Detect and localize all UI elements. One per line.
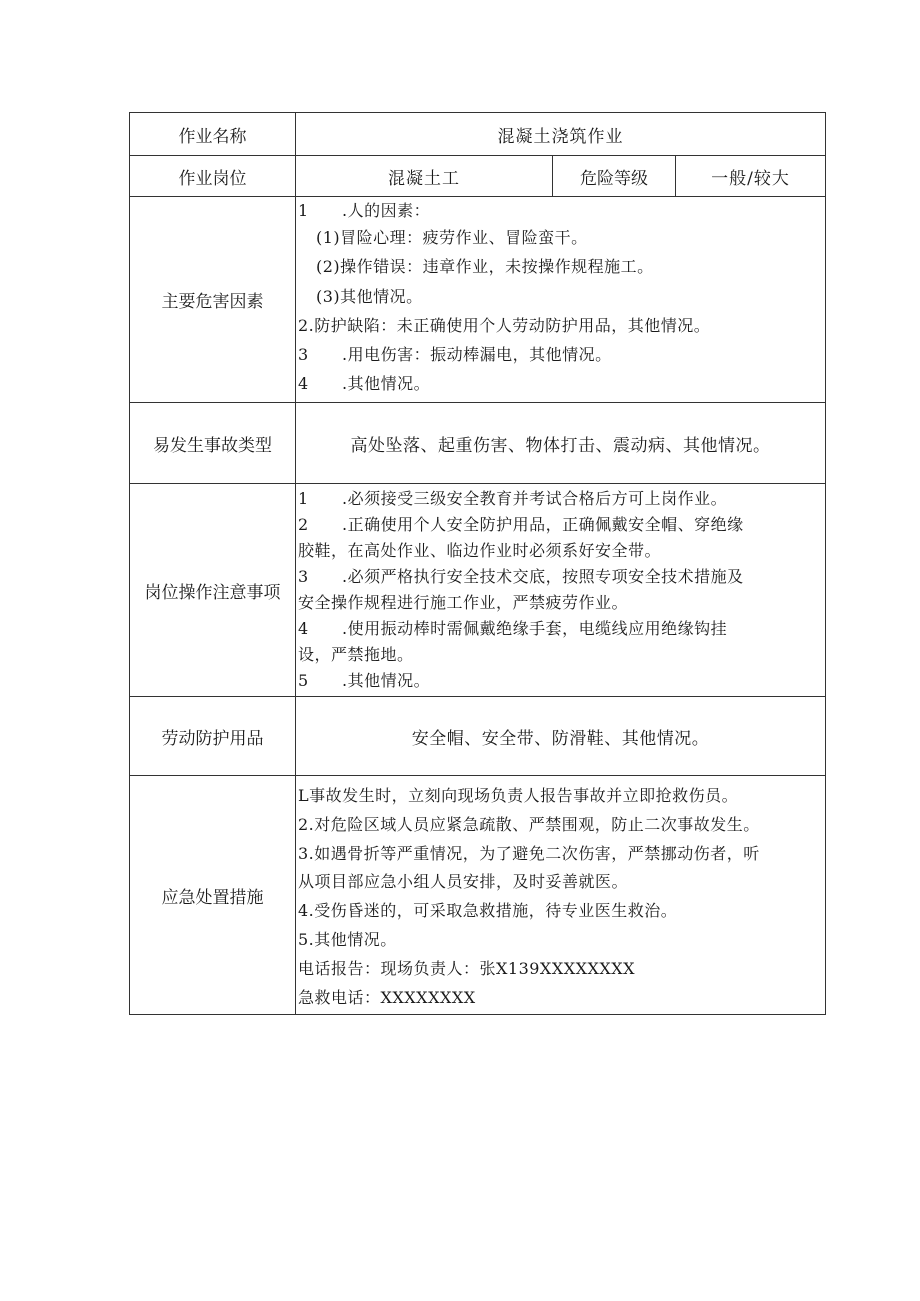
operation-item: 2 .正确使用个人安全防护用品，正确佩戴安全帽、穿绝缘 [298, 515, 744, 534]
operation-item-continuation: 设，严禁拖地。 [298, 645, 414, 664]
risk-level-value: 一般/较大 [676, 156, 826, 197]
operation-item: 1 .必须接受三级安全教育并考试合格后方可上岗作业。 [298, 489, 728, 508]
job-name-label: 作业名称 [130, 113, 296, 156]
hazard-item: (1)冒险心理：疲劳作业、冒险蛮干。 [316, 228, 588, 247]
operation-item-continuation: 胶鞋，在高处作业、临边作业时必须系好安全带。 [298, 541, 662, 560]
hazard-item: (3)其他情况。 [316, 286, 423, 306]
operation-item: 3 .必须严格执行安全技术交底，按照专项安全技术措施及 [298, 567, 744, 586]
operation-notes-list [296, 484, 826, 697]
emergency-list [296, 776, 826, 1015]
site-contact-phone: 电话报告：现场负责人：张X139XXXXXXXX [298, 958, 636, 978]
operation-item: 4 .使用振动棒时需佩戴绝缘手套，电缆线应用绝缘钩挂 [298, 619, 728, 638]
ppe-value: 安全帽、安全带、防滑鞋、其他情况。 [296, 697, 826, 776]
hazards-label: 主要危害因素 [130, 197, 296, 403]
row-accident-types [130, 403, 826, 484]
hazard-item: 1 .人的因素： [298, 201, 431, 220]
emergency-item: 3.如遇骨折等严重情况，为了避免二次伤害，严禁挪动伤者，听 [298, 843, 760, 863]
emergency-item: 4.受伤昏迷的，可采取急救措施，待专业医生救治。 [298, 901, 678, 921]
operation-notes-label: 岗位操作注意事项 [130, 484, 296, 697]
job-name-value: 混凝土浇筑作业 [296, 113, 826, 156]
hazard-item: 3 .用电伤害：振动棒漏电，其他情况。 [298, 345, 612, 365]
hazard-item: 4 .其他情况。 [298, 374, 431, 394]
emergency-item: 2.对危险区域人员应紧急疏散、严禁围观，防止二次事故发生。 [298, 814, 760, 834]
hazards-list [296, 197, 826, 403]
hazard-item: (2)操作错误：违章作业，未按操作规程施工。 [316, 257, 654, 277]
operation-item-continuation: 安全操作规程进行施工作业，严禁疲劳作业。 [298, 593, 629, 612]
operation-item: 5 .其他情况。 [298, 671, 431, 690]
job-position-value: 混凝土工 [296, 156, 553, 197]
row-operation-notes [130, 484, 826, 697]
row-job-name [130, 113, 826, 156]
emergency-phone: 急救电话：XXXXXXXX [298, 987, 476, 1007]
emergency-item: 5.其他情况。 [298, 929, 397, 949]
emergency-item: L事故发生时，立刻向现场负责人报告事故并立即抢救伤员。 [298, 786, 739, 805]
row-ppe [130, 697, 826, 776]
row-emergency [130, 776, 826, 1015]
job-position-label: 作业岗位 [130, 156, 296, 197]
hazard-item: 2.防护缺陷：未正确使用个人劳动防护用品，其他情况。 [298, 315, 711, 335]
row-hazards [130, 197, 826, 403]
accident-types-label: 易发生事故类型 [130, 403, 296, 484]
risk-level-label: 危险等级 [553, 156, 676, 197]
row-job-position [130, 156, 826, 197]
accident-types-value: 高处坠落、起重伤害、物体打击、震动病、其他情况。 [296, 403, 826, 484]
job-safety-card-table [129, 112, 826, 1015]
ppe-label: 劳动防护用品 [130, 697, 296, 776]
emergency-label: 应急处置措施 [130, 776, 296, 1015]
emergency-item-continuation: 从项目部应急小组人员安排，及时妥善就医。 [298, 872, 629, 892]
